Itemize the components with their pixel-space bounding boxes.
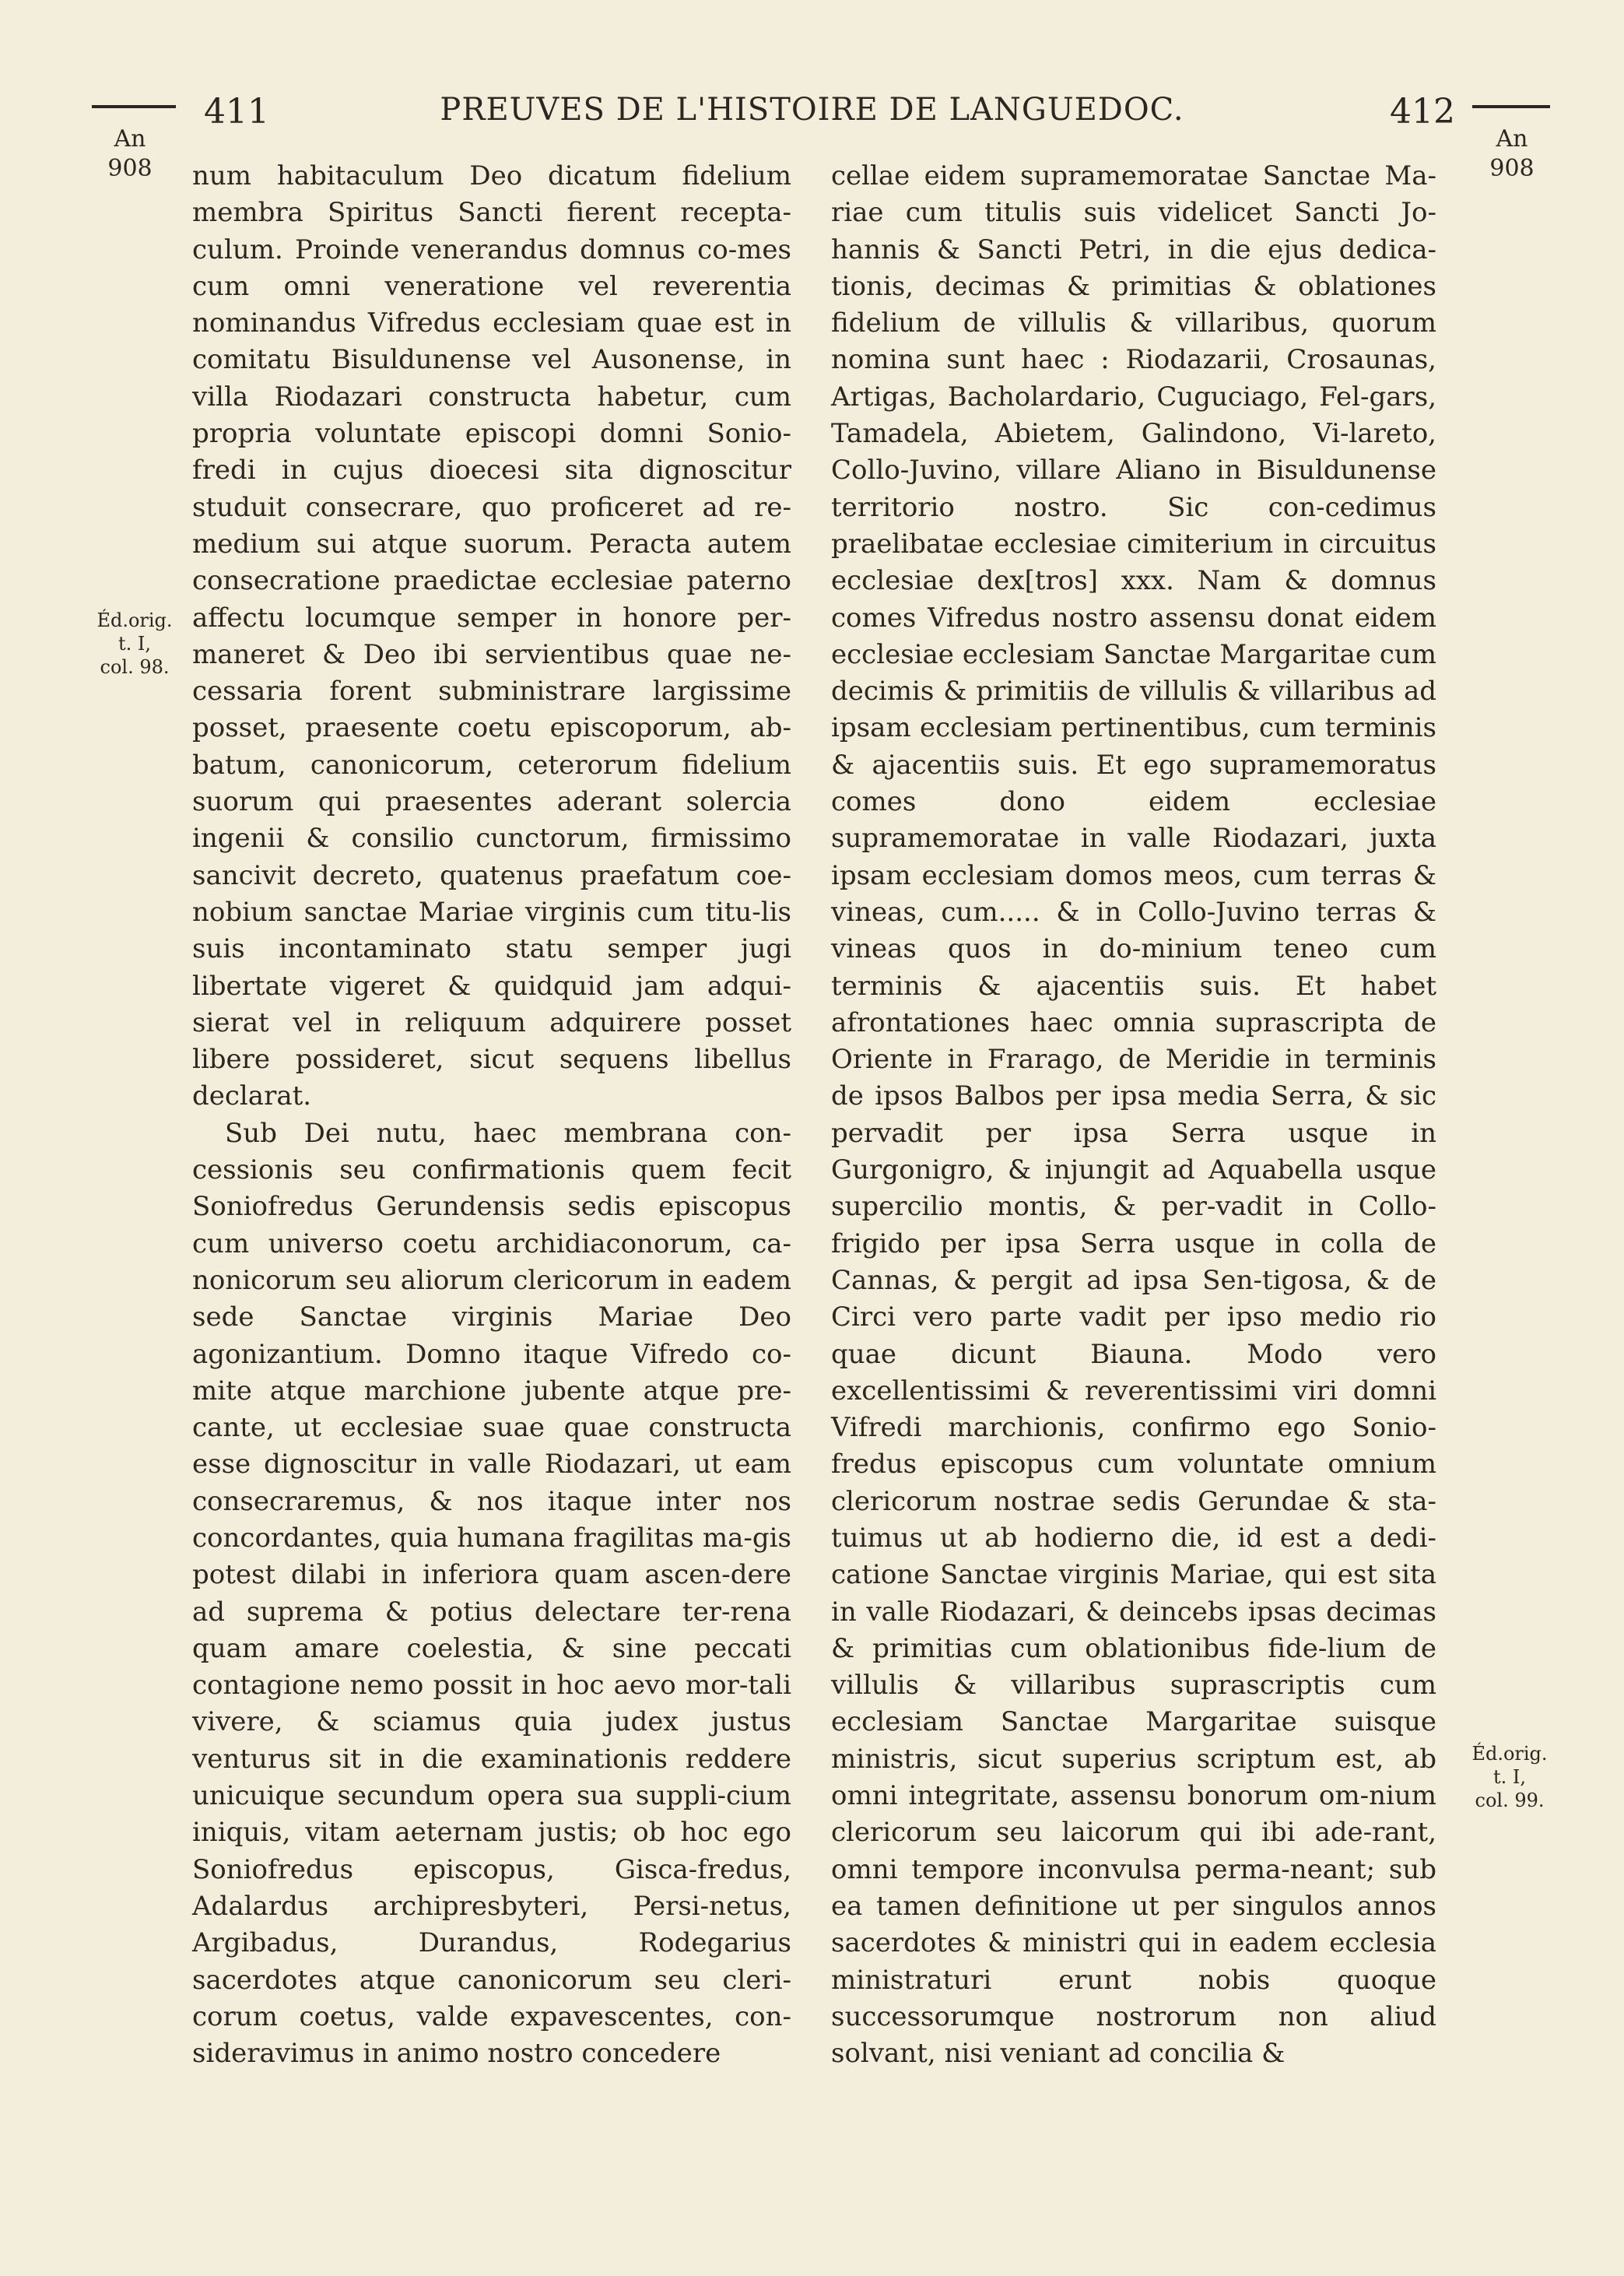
- left-edition-line-3: col. 98.: [100, 656, 170, 678]
- right-edition-line-2: t. I,: [1492, 1766, 1526, 1788]
- page-number-right: 412: [1390, 92, 1455, 132]
- left-column: [192, 158, 791, 2072]
- right-edition-line-3: col. 99.: [1475, 1790, 1545, 1811]
- left-edition-note: [84, 609, 185, 679]
- left-paragraph-1: num habitaculum Deo dicatum fidelium membra Spiritus Sancti fierent recepta-culum. Proinde venerandus domnus co-mes cum omni veneratione vel reverentia nominandus Vifredus ecclesiam quae est in comitatu Bisuldunense vel Ausonense, in villa Riodazari constructa habetur, cum propria voluntate episcopi domni Sonio-fredi in cujus dioecesi sita dignoscitur studuit consecrare, quo proficeret ad re-medium sui atque suorum. Peracta autem consecratione praedictae ecclesiae paterno affectu locumque semper in honore per-maneret & Deo ibi servientibus quae ne-cessaria forent subministrare largissime posset, praesente coetu episcoporum, ab-batum, canonicorum, ceterorum fidelium suorum qui praesentes aderant solercia ingenii & consilio cunctorum, firmissimo sancivit decreto, quatenus praefatum coe-nobium sanctae Mariae virginis cum titu-lis suis incontaminato statu semper jugi libertate vigeret & quidquid jam adqui-sierat vel in reliquum adquirere posset libere possideret, sicut sequens libellus declarat.: [192, 160, 791, 1112]
- right-year-note: [1469, 125, 1555, 184]
- running-title: PREUVES DE L'HISTOIRE DE LANGUEDOC.: [440, 92, 1184, 128]
- left-edition-line-2: t. I,: [118, 633, 151, 655]
- left-edition-line-1: Éd.orig.: [96, 609, 173, 631]
- right-column: [831, 158, 1436, 2072]
- right-paragraph-1: cellae eidem supramemoratae Sanctae Ma-riae cum titulis suis videlicet Sancti Jo-hannis & Sancti Petri, in die ejus dedica-tionis, decimas & primitias & oblationes fidelium de villulis & villaribus, quorum nomina sunt haec : Riodazarii, Crosaunas, Artigas, Bacholardario, Cuguciago, Fel-gars, Tamadela, Abietem, Galindono, Vi-lareto, Collo-Juvino, villare Aliano in Bisuldunense territorio nostro. Sic con-cedimus praelibatae ecclesiae cimiterium in circuitus ecclesiae dex[tros] xxx. Nam & domnus comes Vifredus nostro assensu donat eidem ecclesiae ecclesiam Sanctae Margaritae cum decimis & primitiis de villulis & villaribus ad ipsam ecclesiam pertinentibus, cum terminis & ajacentiis suis. Et ego supramemoratus comes dono eidem ecclesiae supramemoratae in valle Riodazari, juxta ipsam ecclesiam domos meos, cum terras & vineas, cum..... & in Collo-Juvino terras & vineas quos in do-minium teneo cum terminis & ajacentiis suis. Et habet afrontationes haec omnia suprascripta de Oriente in Frarago, de Meridie in terminis de ipsos Balbos per ipsa media Serra, & sic pervadit per ipsa Serra usque in Gurgonigro, & injungit ad Aquabella usque supercilio montis, & per-vadit in Collo-frigido per ipsa Serra usque in colla de Cannas, & pergit ad ipsa Sen-tigosa, & de Circi vero parte vadit per ipso medio rio quae dicunt Biauna. Modo vero excellentissimi & reverentissimi viri domni Vifredi marchionis, confirmo ego Sonio-fredus episcopus cum voluntate omnium clericorum nostrae sedis Gerundae & sta-tuimus ut ab hodierno die, id est a dedi-catione Sanctae virginis Mariae, qui est sita in valle Riodazari, & deincebs ipsas decimas & primitias cum oblationibus fide-lium de villulis & villaribus suprascriptis cum ecclesiam Sanctae Margaritae suisque ministris, sicut superius scriptum est, ab omni integritate, assensu bonorum om-nium clericorum seu laicorum qui ibi ade-rant, omni tempore inconvulsa perma-neant; sub ea tamen definitione ut per singulos annos sacerdotes & ministri qui in eadem ecclesia ministraturi erunt nobis quoque successorumque nostrorum non aliud solvant, nisi veniant ad concilia &: [831, 160, 1436, 2070]
- right-year: 908: [1489, 155, 1535, 182]
- right-edition-note: [1455, 1742, 1564, 1812]
- right-edition-line-1: Éd.orig.: [1471, 1743, 1548, 1765]
- left-year-note: [87, 125, 173, 184]
- left-year: 908: [107, 155, 153, 182]
- left-year-label: An: [114, 125, 146, 153]
- left-paragraph-2: Sub Dei nutu, haec membrana con-cessionis seu confirmationis quem fecit Soniofredus Gerundensis sedis episcopus cum universo coetu archidiaconorum, ca-nonicorum seu aliorum clericorum in eadem sede Sanctae virginis Mariae Deo agonizantium. Domno itaque Vifredo co-mite atque marchione jubente atque pre-cante, ut ecclesiae suae quae constructa esse dignoscitur in valle Riodazari, ut eam consecraremus, & nos itaque inter nos concordantes, quia humana fragilitas ma-gis potest dilabi in inferiora quam ascen-dere ad suprema & potius delectare ter-rena quam amare coelestia, & sine peccati contagione nemo possit in hoc aevo mor-tali vivere, & sciamus quia judex justus venturus sit in die examinationis reddere unicuique secundum opera sua suppli-cium iniquis, vitam aeternam justis; ob hoc ego Soniofredus episcopus, Gisca-fredus, Adalardus archipresbyteri, Persi-netus, Argibadus, Durandus, Rodegarius sacerdotes atque canonicorum seu cleri-corum coetus, valde expavescentes, con-sideravimus in animo nostro concedere: [192, 1117, 791, 2070]
- page-number-left: 411: [204, 92, 269, 132]
- right-year-label: An: [1496, 125, 1528, 153]
